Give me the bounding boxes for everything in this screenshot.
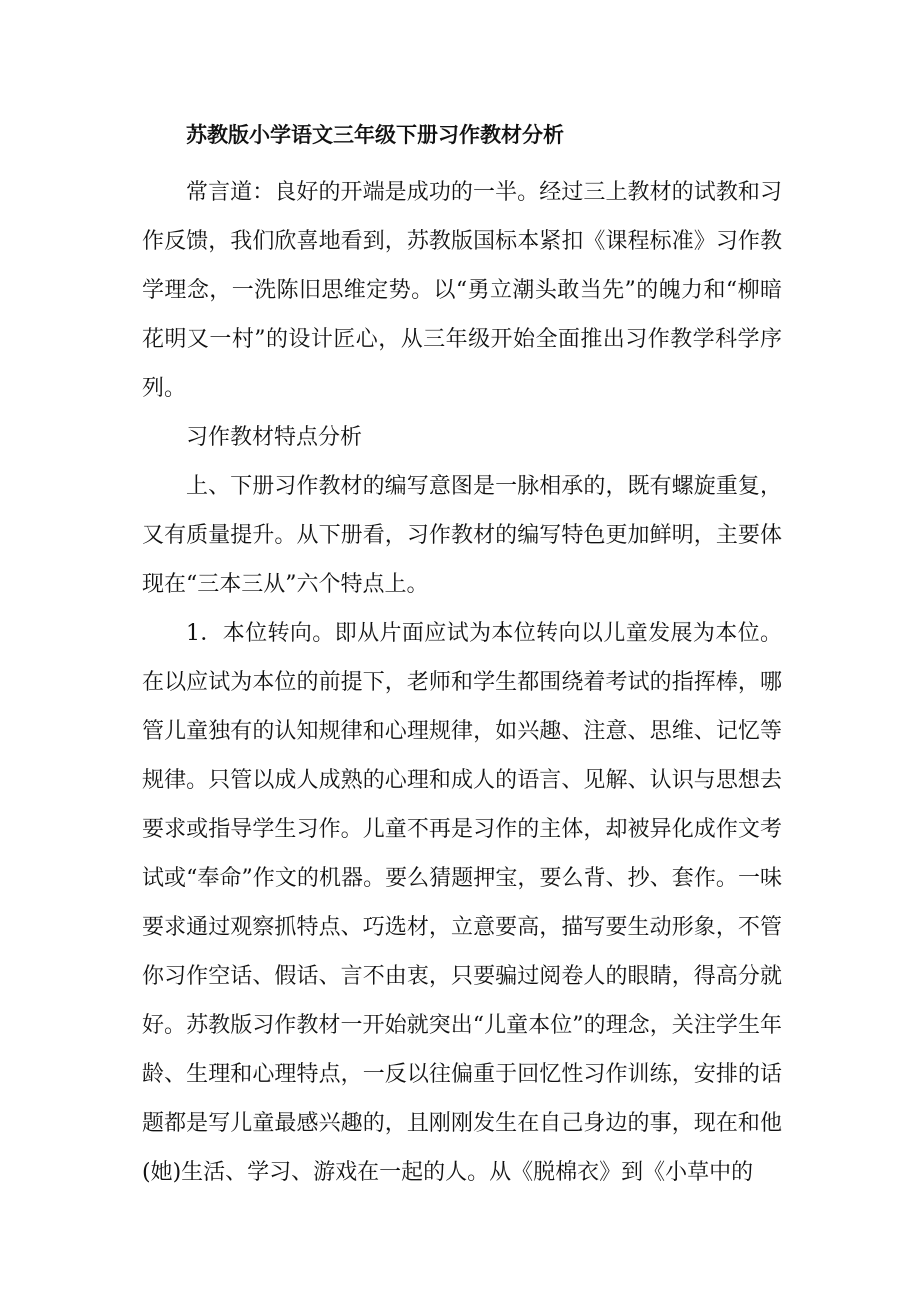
overview-paragraph: 上、下册习作教材的编写意图是一脉相承的，既有螺旋重复，又有质量提升。从下册看，习作教材的编写特色更加鲜明，主要体现在“三本三从”六个特点上。 (142, 474, 782, 597)
point-1-paragraph: 1．本位转向。即从片面应试为本位转向以儿童发展为本位。在以应试为本位的前提下，老师和学生都围绕着考试的指挥棒，哪管儿童独有的认知规律和心理规律，如兴趣、注意、思维、记忆等规律。只管以成人成熟的心理和成人的语言、见解、认识与思想去要求或指导学生习作。儿童不再是习作的主体，却被异化成作文考试或“奉命”作文的机器。要么猜题押宝，要么背、抄、套作。一味要求通过观察抓特点、巧选材，立意要高，描写要生动形象，不管你习作空话、假话、言不由衷，只要骗过阅卷人的眼睛，得高分就好。苏教版习作教材一开始就突出“儿童本位”的理念，关注学生年龄、生理和心理特点，一反以往偏重于回忆性习作训练，安排的话题都是写儿童最感兴趣的，且刚刚发生在自己身边的事，现在和他(她)生活、学习、游戏在一起的人。从《脱棉衣》到《小草中的 (142, 621, 782, 1185)
intro-paragraph: 常言道：良好的开端是成功的一半。经过三上教材的试教和习作反馈，我们欣喜地看到，苏教版国标本紧扣《课程标准》习作教学理念，一洗陈旧思维定势。以“勇立潮头敢当先”的魄力和“柳暗花明又一村”的设计匠心，从三年级开始全面推出习作教学科学序列。 (142, 180, 782, 401)
document-title: 苏教版小学语文三年级下册习作教材分析 (186, 122, 564, 147)
document-body (142, 118, 782, 1197)
section-heading: 习作教材特点分析 (186, 425, 363, 450)
